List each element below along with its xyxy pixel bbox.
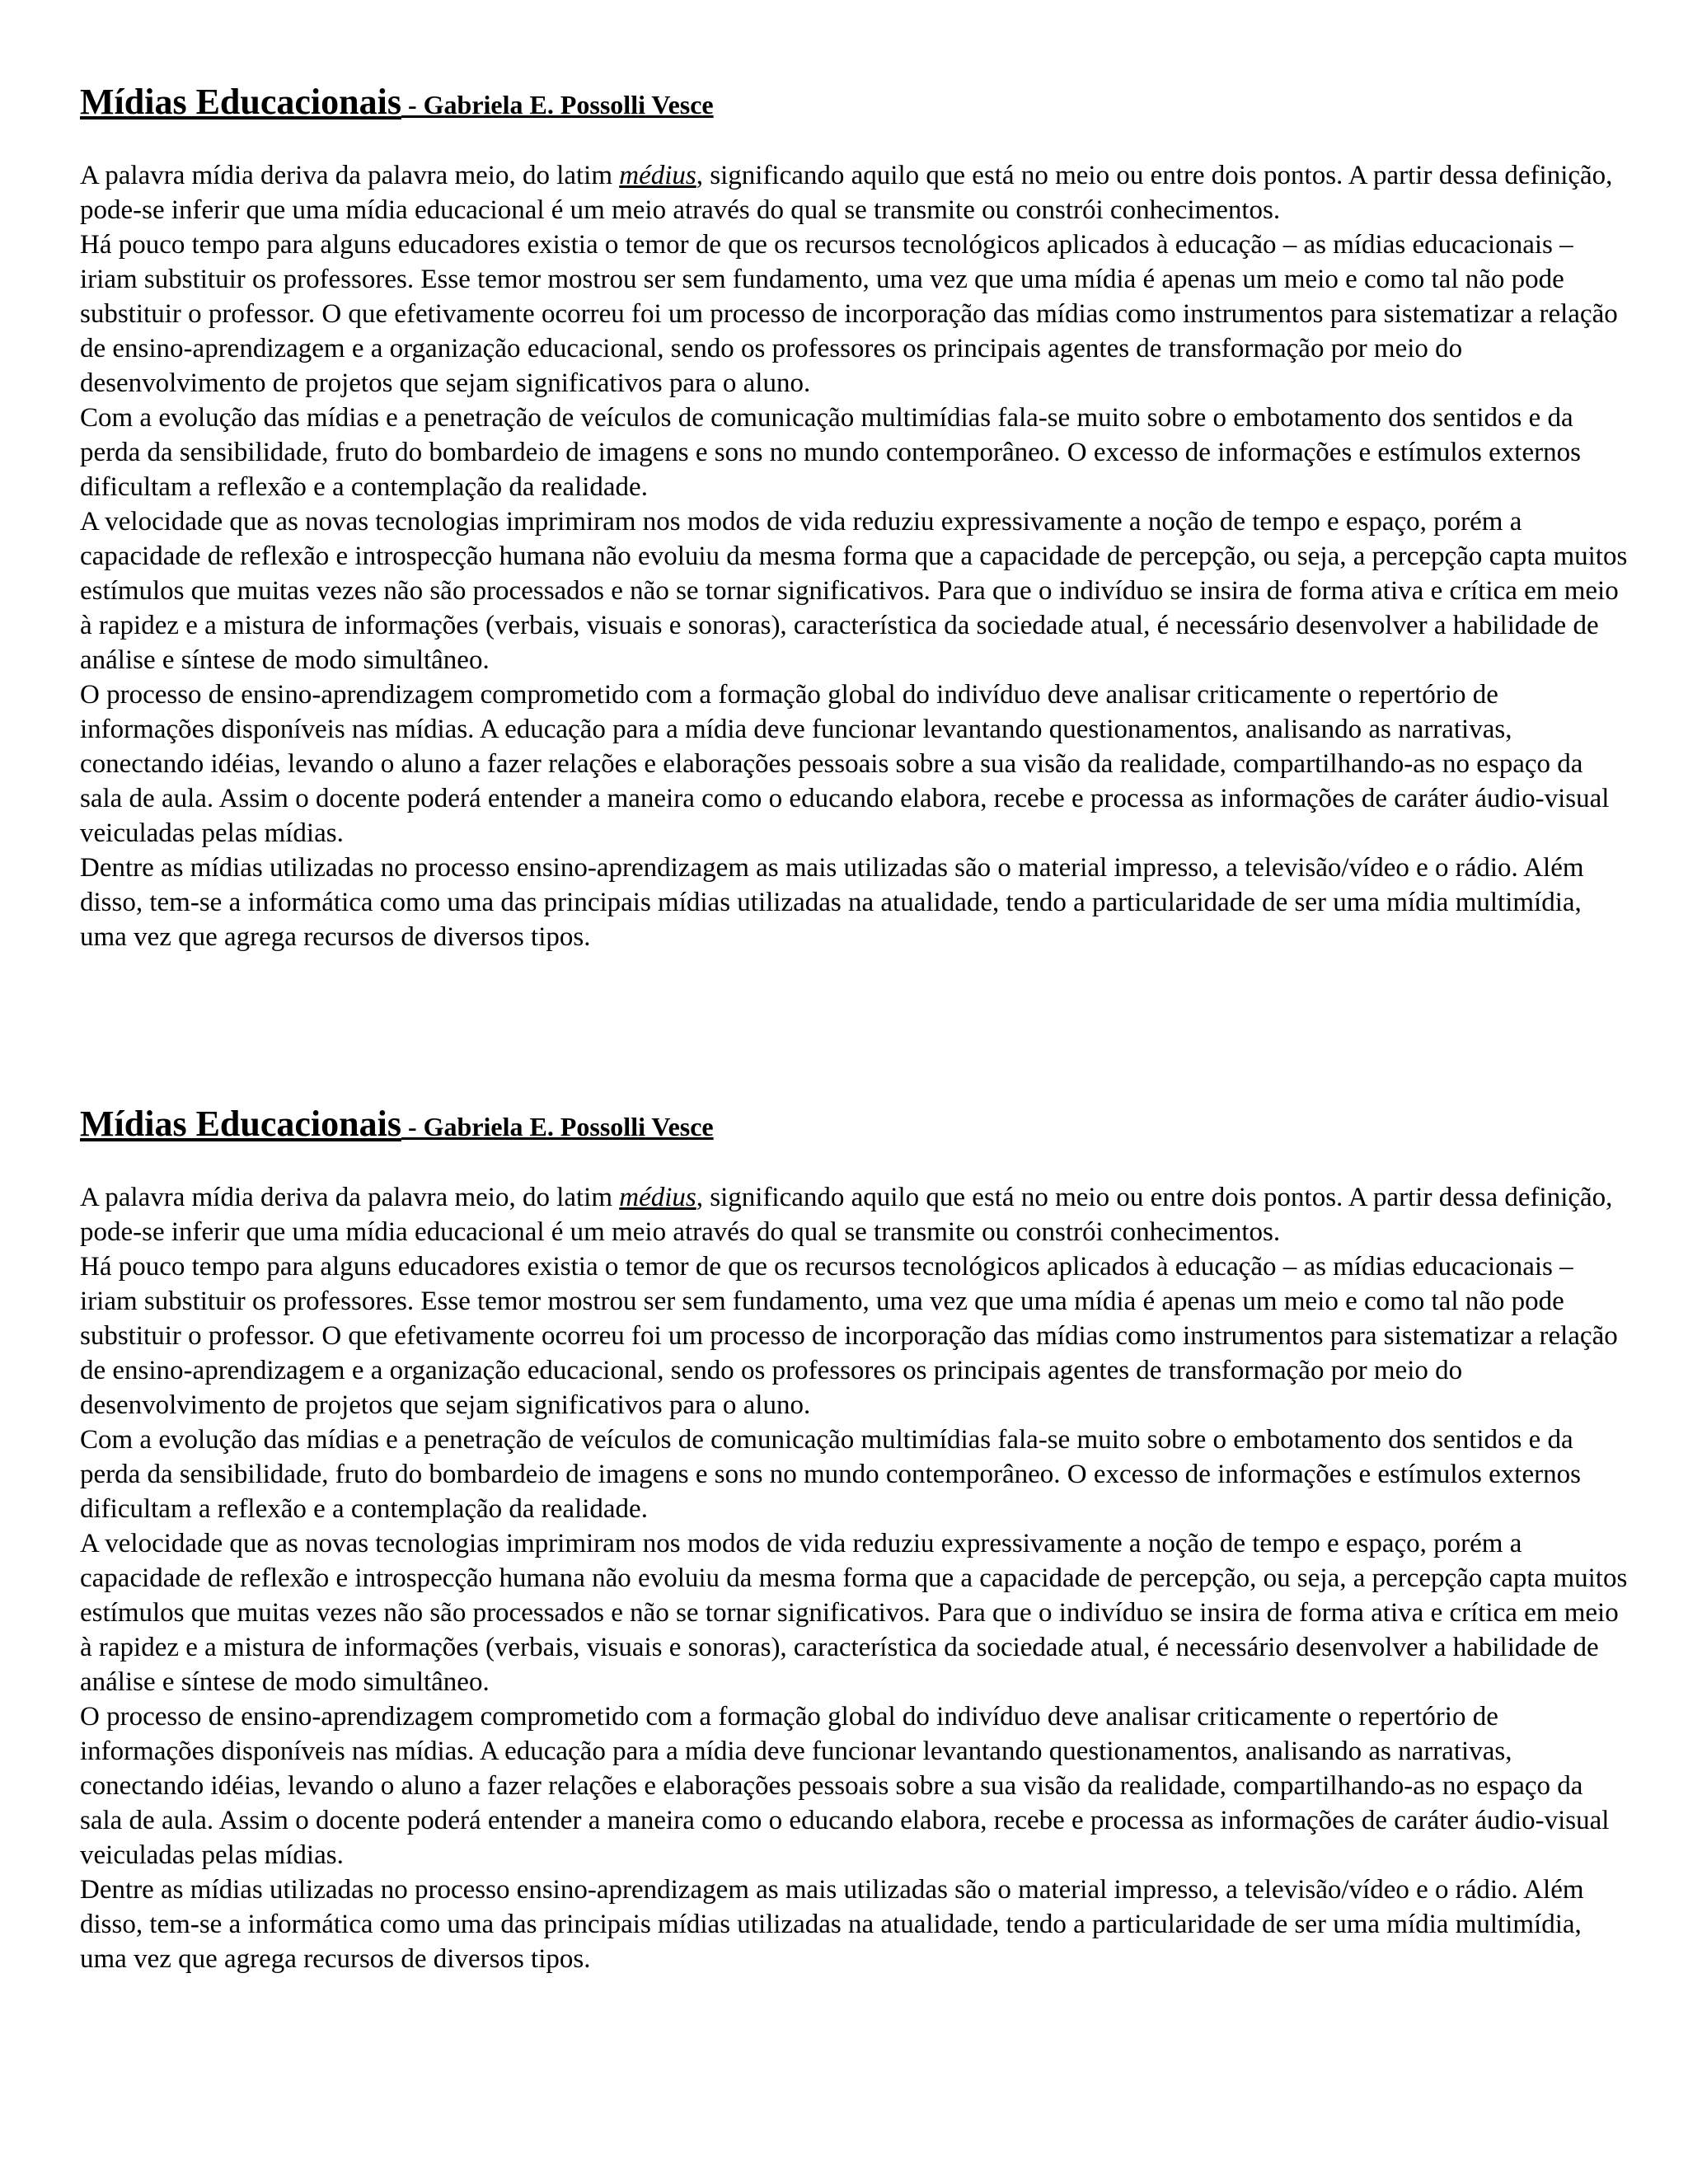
intro-paragraph (80, 158, 1629, 227)
article-author: - Gabriela E. Possolli Vesce (401, 1112, 714, 1141)
article-title: Mídias Educacionais (80, 1104, 401, 1144)
body-paragraph: Há pouco tempo para alguns educadores existia o temor de que os recursos tecnológicos aplicados à educação – as mídias educacionais – iriam substituir os professores. Esse temor mostrou ser sem fundamento, uma vez que uma mídia é apenas um meio e como tal não pode substituir o professor. O que efetivamente ocorreu foi um processo de incorporação das mídias como instrumentos para sistematizar a relação de ensino-aprendizagem e a organização educacional, sendo os professores os principais agentes de transformação por meio do desenvolvimento de projetos que sejam significativos para o aluno. (80, 1252, 1618, 1420)
article-section (80, 1100, 1629, 1976)
intro-text: A palavra mídia deriva da palavra meio, do latim (80, 1183, 620, 1212)
body-paragraph: Há pouco tempo para alguns educadores existia o temor de que os recursos tecnológicos aplicados à educação – as mídias educacionais – iriam substituir os professores. Esse temor mostrou ser sem fundamento, uma vez que uma mídia é apenas um meio e como tal não pode substituir o professor. O que efetivamente ocorreu foi um processo de incorporação das mídias como instrumentos para sistematizar a relação de ensino-aprendizagem e a organização educacional, sendo os professores os principais agentes de transformação por meio do desenvolvimento de projetos que sejam significativos para o aluno. (80, 230, 1618, 398)
article-title: Mídias Educacionais (80, 82, 401, 122)
body-paragraph: Com a evolução das mídias e a penetração de veículos de comunicação multimídias fala-se muito sobre o embotamento dos sentidos e da perda da sensibilidade, fruto do bombardeio de imagens e sons no mundo contemporâneo. O excesso de informações e estímulos externos dificultam a reflexão e a contemplação da realidade. (80, 1425, 1581, 1524)
intro-text: , significando aquilo que está no meio ou entre dois pontos. A partir dessa definição, pode-se inferir que uma mídia educacional é um meio através do qual se transmite ou constrói conhecimentos. (80, 161, 1613, 225)
body-paragraph: A velocidade que as novas tecnologias imprimiram nos modos de vida reduziu expressivamente a noção de tempo e espaço, porém a capacidade de reflexão e introspecção humana não evoluiu da mesma forma que a capacidade de percepção, ou seja, a percepção capta muitos estímulos que muitas vezes não são processados e não se tornar significativos. Para que o indivíduo se insira de forma ativa e crítica em meio à rapidez e a mistura de informações (verbais, visuais e sonoras), característica da sociedade atual, é necessário desenvolver a habilidade de análise e síntese de modo simultâneo. (80, 1529, 1628, 1697)
body-paragraph: O processo de ensino-aprendizagem comprometido com a formação global do indivíduo deve analisar criticamente o repertório de informações disponíveis nas mídias. A educação para a mídia deve funcionar levantando questionamentos, analisando as narrativas, conectando idéias, levando o aluno a fazer relações e elaborações pessoais sobre a sua visão da realidade, compartilhando-as no espaço da sala de aula. Assim o docente poderá entender a maneira como o educando elabora, recebe e processa as informações de caráter áudio-visual veiculadas pelas mídias. (80, 1702, 1610, 1870)
body-paragraph: Com a evolução das mídias e a penetração de veículos de comunicação multimídias fala-se muito sobre o embotamento dos sentidos e da perda da sensibilidade, fruto do bombardeio de imagens e sons no mundo contemporâneo. O excesso de informações e estímulos externos dificultam a reflexão e a contemplação da realidade. (80, 403, 1581, 502)
latin-term: médius (619, 161, 696, 190)
intro-paragraph (80, 1180, 1629, 1249)
body-paragraph: A velocidade que as novas tecnologias imprimiram nos modos de vida reduziu expressivamente a noção de tempo e espaço, porém a capacidade de reflexão e introspecção humana não evoluiu da mesma forma que a capacidade de percepção, ou seja, a percepção capta muitos estímulos que muitas vezes não são processados e não se tornar significativos. Para que o indivíduo se insira de forma ativa e crítica em meio à rapidez e a mistura de informações (verbais, visuais e sonoras), característica da sociedade atual, é necessário desenvolver a habilidade de análise e síntese de modo simultâneo. (80, 507, 1628, 675)
article-heading (80, 78, 1629, 129)
body-paragraph: O processo de ensino-aprendizagem comprometido com a formação global do indivíduo deve analisar criticamente o repertório de informações disponíveis nas mídias. A educação para a mídia deve funcionar levantando questionamentos, analisando as narrativas, conectando idéias, levando o aluno a fazer relações e elaborações pessoais sobre a sua visão da realidade, compartilhando-as no espaço da sala de aula. Assim o docente poderá entender a maneira como o educando elabora, recebe e processa as informações de caráter áudio-visual veiculadas pelas mídias. (80, 680, 1610, 848)
article-section (80, 78, 1629, 954)
article-heading (80, 1100, 1629, 1151)
intro-text: A palavra mídia deriva da palavra meio, do latim (80, 161, 620, 190)
intro-text: , significando aquilo que está no meio ou entre dois pontos. A partir dessa definição, pode-se inferir que uma mídia educacional é um meio através do qual se transmite ou constrói conhecimentos. (80, 1183, 1613, 1247)
latin-term: médius (619, 1183, 696, 1212)
body-paragraph: Dentre as mídias utilizadas no processo ensino-aprendizagem as mais utilizadas são o material impresso, a televisão/vídeo e o rádio. Além disso, tem-se a informática como uma das principais mídias utilizadas na atualidade, tendo a particularidade de ser uma mídia multimídia, uma vez que agrega recursos de diversos tipos. (80, 853, 1584, 952)
article-author: - Gabriela E. Possolli Vesce (401, 90, 714, 120)
body-paragraph: Dentre as mídias utilizadas no processo ensino-aprendizagem as mais utilizadas são o material impresso, a televisão/vídeo e o rádio. Além disso, tem-se a informática como uma das principais mídias utilizadas na atualidade, tendo a particularidade de ser uma mídia multimídia, uma vez que agrega recursos de diversos tipos. (80, 1875, 1584, 1974)
